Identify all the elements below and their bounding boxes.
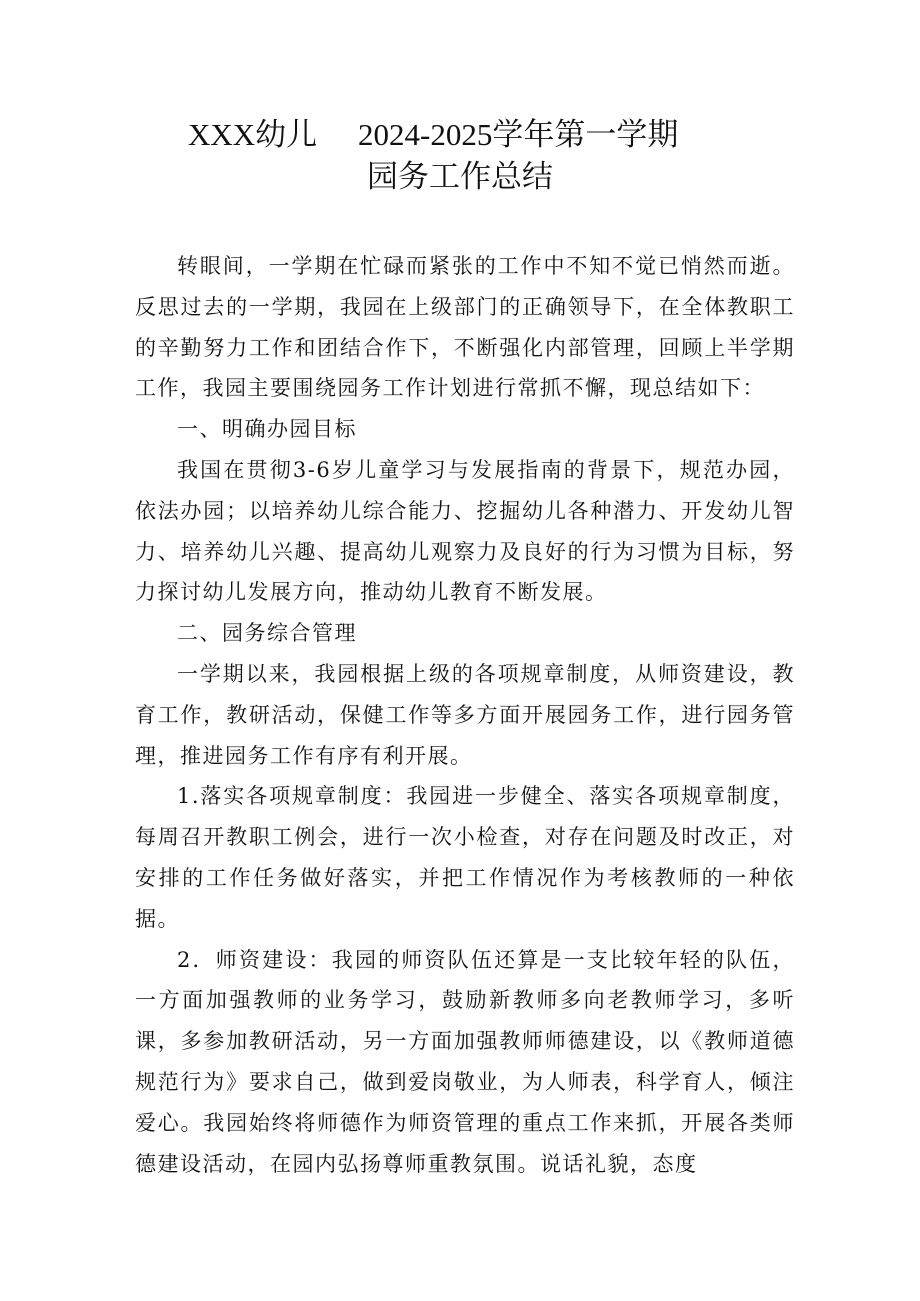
paragraph-intro: 转眼间，一学期在忙碌而紧张的工作中不知不觉已悄然而逝。反思过去的一学期，我园在上级部门的正确领导下，在全体教职工的辛勤努力工作和团结合作下，不断强化内部管理，回顾上半学期工作，我园主要围绕园务工作计划进行常抓不懈，现总结如下：	[135, 254, 795, 401]
section-heading-management: 二、园务综合管理	[177, 621, 357, 646]
section-heading-goals: 一、明确办园目标	[177, 417, 357, 442]
paragraph-rules: 1.落实各项规章制度：我园进一步健全、落实各项规章制度，每周召开教职工例会，进行一次小检查，对存在问题及时改正，对安排的工作任务做好落实，并把工作情况作为考核教师的一种依据。	[135, 784, 795, 931]
title-school: XXX幼儿	[188, 117, 318, 152]
paragraph-management: 一学期以来，我园根据上级的各项规章制度，从师资建设，教育工作，教研活动，保健工作等多方面开展园务工作，进行园务管理，推进园务工作有序有利开展。	[135, 661, 795, 768]
title-term: 2024-2025学年第一学期	[358, 117, 679, 152]
document-subtitle: 园务工作总结	[367, 159, 553, 194]
paragraph-goals: 我国在贯彻3-6岁儿童学习与发展指南的背景下，规范办园，依法办园；以培养幼儿综合能力、挖掘幼儿各种潜力、开发幼儿智力、培养幼儿兴趣、提高幼儿观察力及良好的行为习惯为目标，努力探讨幼儿发展方向，推动幼儿教育不断发展。	[135, 457, 795, 605]
document-body	[135, 246, 795, 1184]
document-title	[188, 114, 748, 156]
paragraph-staff: 2．师资建设：我园的师资队伍还算是一支比较年轻的队伍，一方面加强教师的业务学习，鼓励新教师多向老教师学习，多听课，多参加教研活动，另一方面加强教师师德建设，以《教师道德规范行为》要求自己，做到爱岗敬业，为人师表，科学育人，倾注爱心。我园始终将师德作为师资管理的重点工作来抓，开展各类师德建设活动，在园内弘扬尊师重教氛围。说话礼貌，态度	[135, 947, 795, 1176]
